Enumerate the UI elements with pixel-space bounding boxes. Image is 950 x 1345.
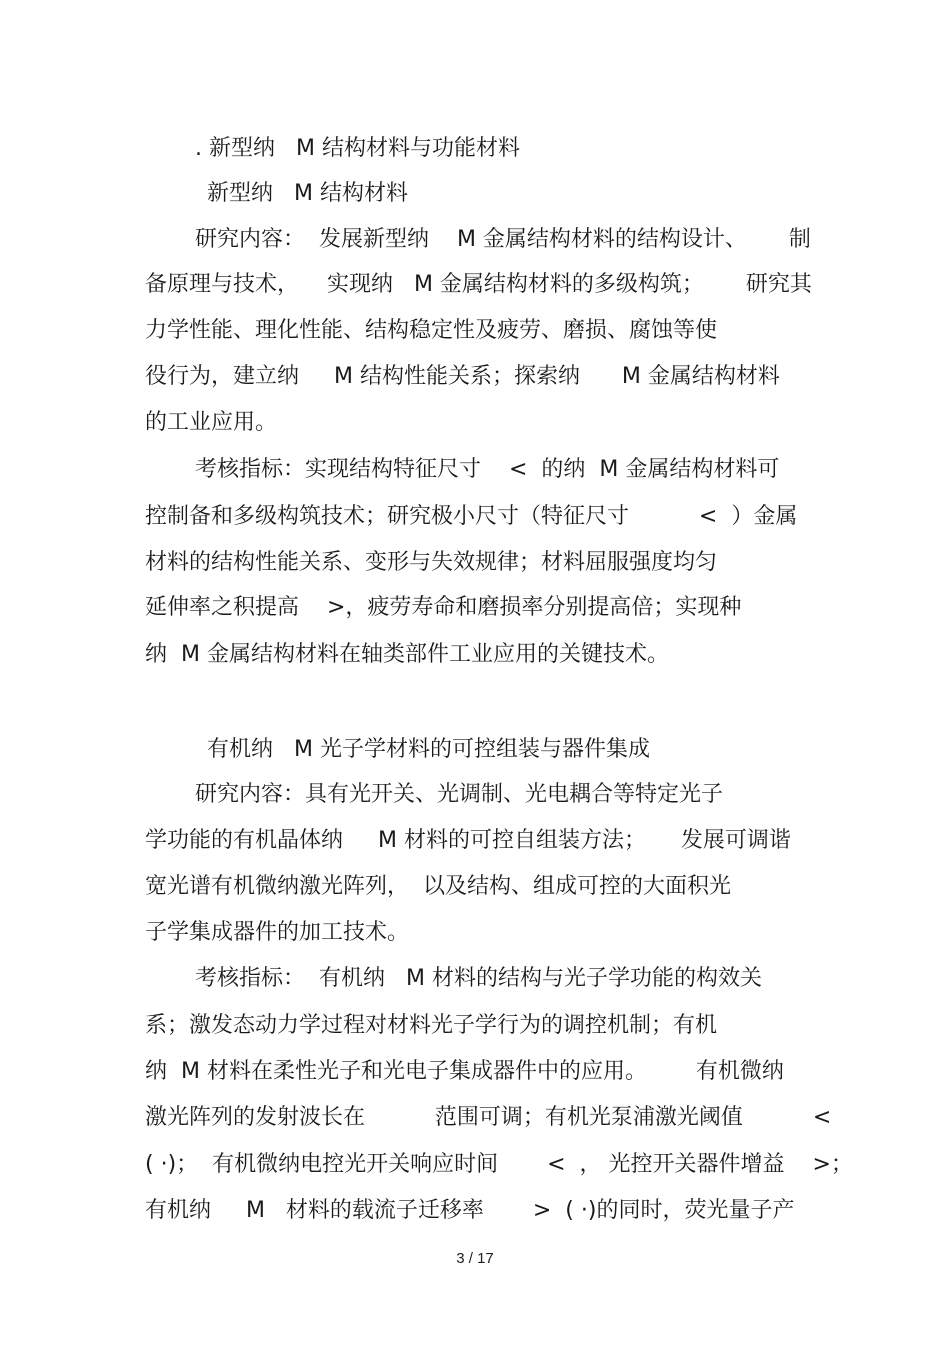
paragraph-line: 考核指标：实现结构特征尺寸 < 的纳 M 金属结构材料可 xyxy=(195,457,780,482)
paragraph-line: 纳 M 金属结构材料在轴类部件工业应用的关键技术。 xyxy=(145,642,669,667)
paragraph-line: 的工业应用。 xyxy=(145,410,278,435)
paragraph-line: 研究内容： 发展新型纳 M 金属结构材料的结构设计、 制 xyxy=(195,227,811,252)
paragraph-line: 力学性能、理化性能、结构稳定性及疲劳、磨损、腐蚀等使 xyxy=(145,318,718,343)
subsection-heading: 新型纳 M 结构材料 xyxy=(207,181,408,206)
paragraph-line: 有机纳 M 材料的载流子迁移率 > ( ·)的同时，荧光量子产 xyxy=(145,1198,795,1223)
paragraph-line: 子学集成器件的加工技术。 xyxy=(145,920,410,945)
paragraph-line: 材料的结构性能关系、变形与失效规律；材料屈服强度均匀 xyxy=(145,550,718,575)
paragraph-line: 宽光谱有机微纳激光阵列， 以及结构、组成可控的大面积光 xyxy=(145,874,731,899)
paragraph-line: 激光阵列的发射波长在 范围可调；有机光泵浦激光阈值 < xyxy=(145,1105,832,1130)
paragraph-line: 考核指标： 有机纳 M 材料的结构与光子学功能的构效关 xyxy=(195,966,762,991)
paragraph-line: 控制备和多级构筑技术；研究极小尺寸（特征尺寸 < ）金属 xyxy=(145,504,798,529)
paragraph-line: 系；激发态动力学过程对材料光子学行为的调控机制；有机 xyxy=(145,1013,718,1038)
paragraph-line: 学功能的有机晶体纳 M 材料的可控自组装方法； 发展可调谐 xyxy=(145,828,791,853)
paragraph-line: 役行为，建立纳 M 结构性能关系；探索纳 M 金属结构材料 xyxy=(145,364,780,389)
paragraph-line: 纳 M 材料在柔性光子和光电子集成器件中的应用。 有机微纳 xyxy=(145,1059,784,1084)
paragraph-line: 延伸率之积提高 >，疲劳寿命和磨损率分别提高倍；实现种 xyxy=(145,595,742,620)
section-heading: . 新型纳 M 结构材料与功能材料 xyxy=(195,136,520,161)
subsection-heading: 有机纳 M 光子学材料的可控组装与器件集成 xyxy=(207,737,650,762)
paragraph-line: 备原理与技术， 实现纳 M 金属结构材料的多级构筑； 研究其 xyxy=(145,272,812,297)
page-number: 3 / 17 xyxy=(456,1250,494,1267)
paragraph-line: ( ·)； 有机微纳电控光开关响应时间 < ， 光控开关器件增益 >； xyxy=(145,1152,853,1177)
paragraph-line: 研究内容：具有光开关、光调制、光电耦合等特定光子 xyxy=(195,782,724,807)
